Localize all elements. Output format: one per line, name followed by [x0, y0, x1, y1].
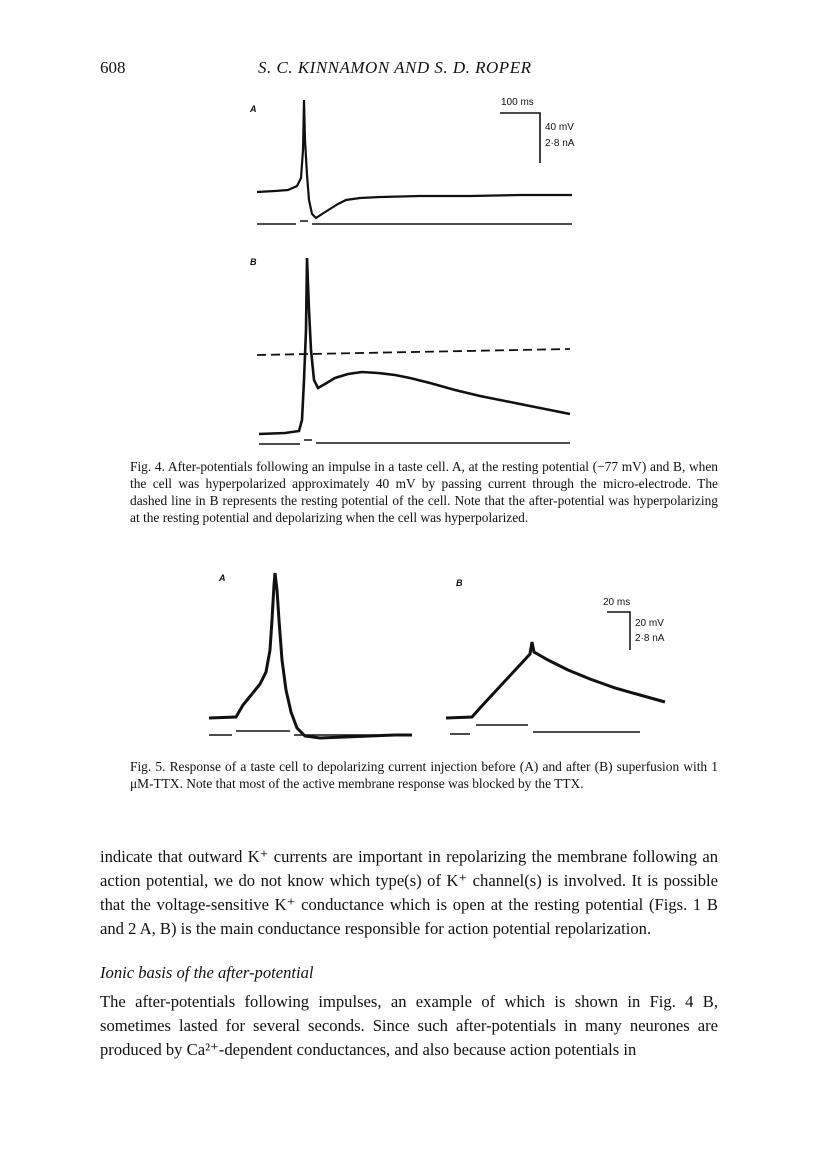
fig5a-voltage-trace	[209, 573, 412, 738]
fig5-scale-bar	[607, 612, 630, 650]
fig4-scale-time: 100 ms	[501, 97, 534, 108]
fig5-panel-a-label: A	[219, 573, 226, 583]
fig5-scale-current: 2·8 nA	[635, 633, 665, 644]
paragraph-2-text: The after-potentials following impulses, an example of which is shown in Fig. 4 B, sometimes lasted for several seconds. Since such after-potentials in many neurones are produced by Ca²⁺-dependent conductances, and also because action potentials in	[100, 992, 718, 1059]
fig5b-current-trace	[450, 725, 640, 734]
fig4-scale-current: 2·8 nA	[545, 138, 575, 149]
fig5-scale-voltage: 20 mV	[635, 618, 664, 629]
page-number: 608	[100, 58, 126, 77]
fig4-panel-b-label: B	[250, 257, 257, 267]
fig4-scale-voltage: 40 mV	[545, 122, 574, 133]
fig5-panel-b-label: B	[456, 578, 463, 588]
body-paragraph-2	[100, 990, 718, 1062]
paragraph-1-text: indicate that outward K⁺ currents are important in repolarizing the membrane following an action potential, we do not know which type(s) of K⁺ channel(s) is involved. It is possible that the voltage-sensitive K⁺ conductance which is open at the resting potential (Figs. 1 B and 2 A, B) is the main conductance responsible for action potential repolarization.	[100, 847, 718, 938]
body-paragraph-1	[100, 845, 718, 941]
fig4-caption: Fig. 4. After-potentials following an impulse in a taste cell. A, at the resting potential (−77 mV) and B, when the cell was hyperpolarized approximately 40 mV by passing current through the micro-electrode. The dashed line in B represents the resting potential of the cell. Note that the after-potential was hyperpolarizing at the resting potential and depolarizing when the cell was hyperpolarized.	[130, 459, 718, 525]
fig5a-current-trace	[209, 731, 412, 735]
fig4-panel-a-label: A	[250, 104, 257, 114]
running-head: S. C. KINNAMON AND S. D. ROPER	[258, 58, 532, 77]
fig5-caption: Fig. 5. Response of a taste cell to depolarizing current injection before (A) and after (B) superfusion with 1 μM-TTX. Note that most of the active membrane response was blocked by the TTX.	[130, 759, 718, 791]
fig5b-voltage-trace	[446, 642, 665, 718]
fig5-scale-time: 20 ms	[603, 597, 631, 608]
section-heading: Ionic basis of the after-potential	[100, 963, 314, 982]
